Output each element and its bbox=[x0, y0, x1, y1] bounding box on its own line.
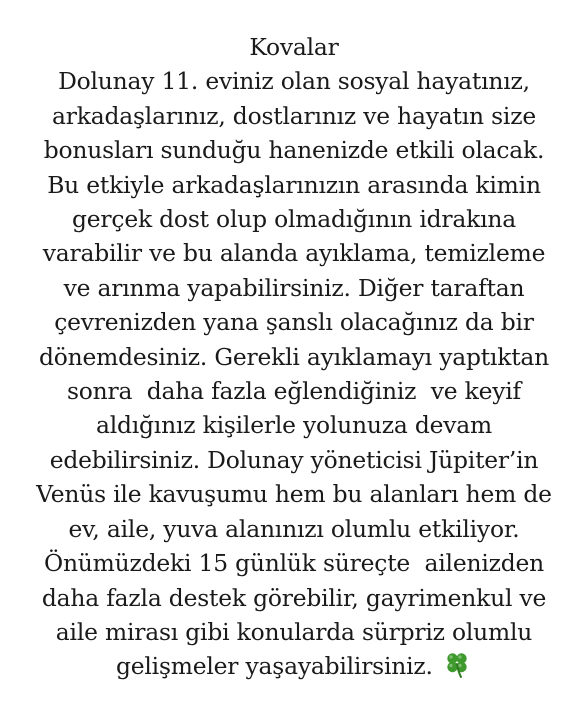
text-line-1: Dolunay 11. eviniz olan sosyal hayatınız, bbox=[58, 67, 530, 96]
text-line-8: çevrenizden yana şanslı olacağınız da bir bbox=[54, 308, 534, 337]
text-line-4: Bu etkiyle arkadaşlarınızın arasında kimin bbox=[47, 170, 541, 199]
text-line-14: ev, aile, yuva alanınızı olumlu etkiliyor. bbox=[68, 514, 520, 543]
text-line-16: daha fazla destek görebilir, gayrimenkul ve bbox=[41, 583, 547, 612]
four-leaf-clover-icon bbox=[442, 649, 472, 679]
text-line-12: edebilirsiniz. Dolunay yöneticisi Jüpiter’in bbox=[49, 445, 539, 474]
text-line-10: sonra daha fazla eğlendiğiniz ve keyif bbox=[66, 377, 521, 406]
text-line-15: Önümüzdeki 15 günlük süreçte ailenizden bbox=[43, 549, 545, 578]
text-line-18 bbox=[0, 649, 588, 683]
text-line-13: Venüs ile kavuşumu hem bu alanları hem de bbox=[36, 480, 552, 509]
text-line-18-text: gelişmeler yaşayabilirsiniz. bbox=[115, 652, 433, 681]
text-line-5: gerçek dost olup olmadığının idrakına bbox=[72, 205, 516, 234]
text-line-7: ve arınma yapabilirsiniz. Diğer taraftan bbox=[63, 273, 525, 302]
text-line-17: aile mirası gibi konularda sürpriz olumlu bbox=[55, 617, 533, 646]
text-line-3: bonusları sunduğu hanenizde etkili olacak. bbox=[43, 136, 545, 165]
text-line-9: dönemdesiniz. Gerekli ayıklamayı yaptıktan bbox=[39, 342, 549, 371]
horoscope-text bbox=[0, 30, 588, 684]
title: Kovalar bbox=[249, 33, 339, 61]
text-line-2: arkadaşlarınız, dostlarınız ve hayatın size bbox=[52, 101, 536, 130]
text-line-6: varabilir ve bu alanda ayıklama, temizleme bbox=[42, 239, 546, 268]
text-line-11: aldığınız kişilerle yolunuza devam bbox=[95, 411, 493, 440]
